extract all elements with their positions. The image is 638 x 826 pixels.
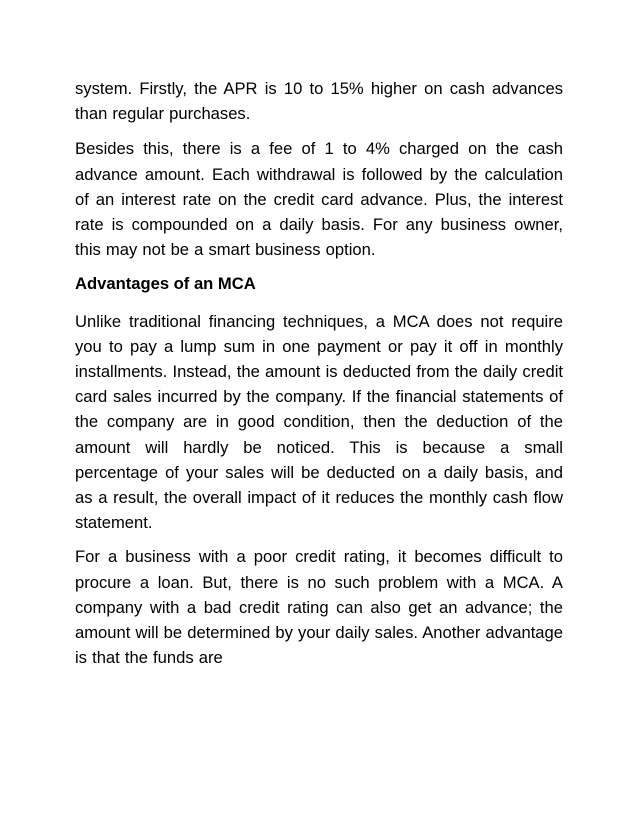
paragraph-credit-rating: For a business with a poor credit rating, it becomes difficult to procure a loan. But, there is no such problem with a MCA. A company with a bad credit rating can also get an advance; the amount will be determined by your daily sales. Another advantage is that the funds are [75, 547, 563, 668]
section-heading: Advantages of an MCA [75, 274, 256, 294]
paragraph-mca-repayment: Unlike traditional financing techniques, a MCA does not require you to pay a lump sum in one payment or pay it off in monthly installments. Instead, the amount is deducted from the daily credit card sales incurred by the company. If the financial statements of the company are in good condition, then the deduction of the amount will hardly be noticed. This is because a small percentage of your sales will be deducted on a daily basis, and as a result, the overall impact of it reduces the monthly cash flow statement. [75, 311, 563, 533]
document-page [75, 76, 563, 679]
paragraph-apr: system. Firstly, the APR is 10 to 15% higher on cash advances than regular purchases. [75, 79, 563, 124]
paragraph-fee: Besides this, there is a fee of 1 to 4% charged on the cash advance amount. Each withdrawal is followed by the calculation of an interest rate on the credit card advance. Plus, the interest rate is compounded on a daily basis. For any business owner, this may not be a smart business option. [75, 139, 563, 260]
